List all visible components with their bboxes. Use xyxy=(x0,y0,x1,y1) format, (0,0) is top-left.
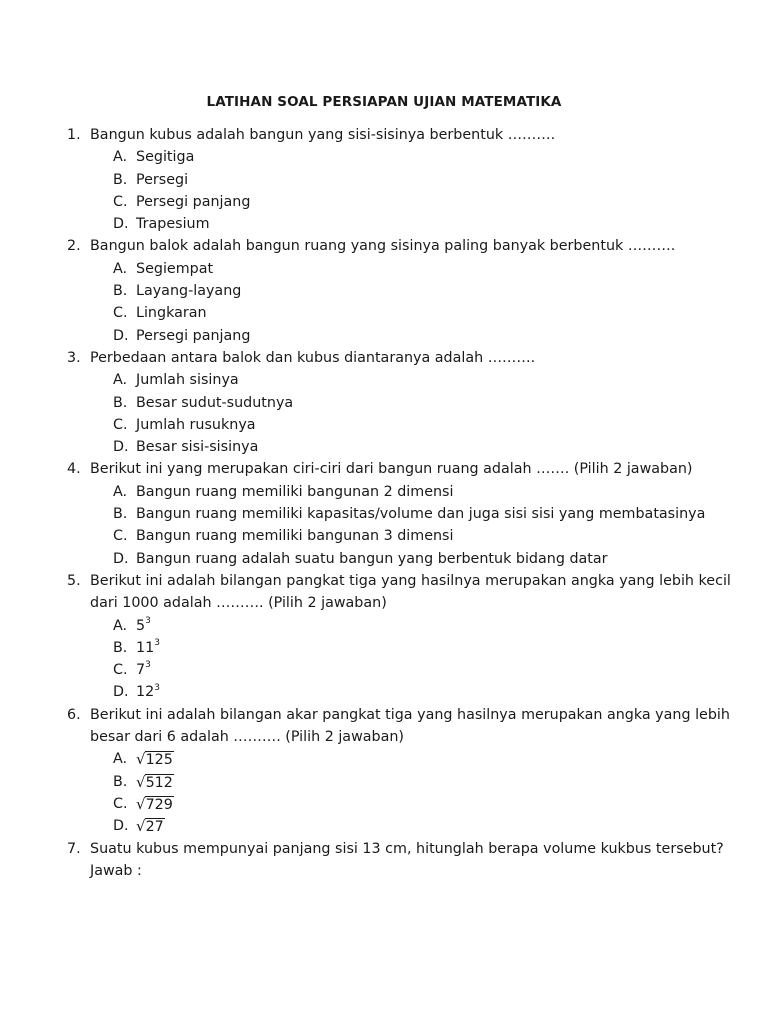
option-letter: D. xyxy=(113,327,129,344)
question-line xyxy=(0,458,768,480)
question-text: Suatu kubus mempunyai panjang sisi 13 cm, hitunglah berapa volume kukbus tersebut? xyxy=(90,840,724,857)
question-item xyxy=(0,235,768,346)
question-item xyxy=(0,838,768,883)
power-exponent: 3 xyxy=(145,615,151,626)
option-letter: A. xyxy=(113,751,128,768)
option-letter: B. xyxy=(113,171,128,188)
square-root xyxy=(136,748,174,771)
answer-option xyxy=(0,369,768,391)
question-text: Perbedaan antara balok dan kubus diantaranya adalah ………. xyxy=(90,349,536,366)
radicand: 27 xyxy=(145,819,164,836)
option-letter: B. xyxy=(113,394,128,411)
option-text: Layang-layang xyxy=(136,283,242,300)
option-text: Besar sisi-sisinya xyxy=(136,439,259,456)
question-item xyxy=(0,458,768,569)
option-text xyxy=(136,615,151,637)
option-letter: A. xyxy=(113,483,128,500)
answer-option xyxy=(0,325,768,347)
option-letter: C. xyxy=(113,305,128,322)
answer-option xyxy=(0,280,768,302)
option-letter: C. xyxy=(113,416,128,433)
option-text: Jumlah sisinya xyxy=(136,372,239,389)
option-letter: C. xyxy=(113,795,128,812)
answer-option xyxy=(0,659,768,681)
answer-option xyxy=(0,213,768,235)
option-letter: B. xyxy=(113,773,128,790)
power-exponent: 3 xyxy=(145,660,151,671)
option-letter: C. xyxy=(113,662,128,679)
question-number: 2. xyxy=(67,238,81,255)
option-letter: A. xyxy=(113,617,128,634)
question-number: 6. xyxy=(67,706,81,723)
option-text xyxy=(136,748,174,771)
radicand: 729 xyxy=(145,796,173,813)
option-letter: C. xyxy=(113,193,128,210)
option-text xyxy=(136,815,165,838)
square-root xyxy=(136,771,174,794)
question-item xyxy=(0,570,768,704)
option-letter: D. xyxy=(113,439,129,456)
option-letter: C. xyxy=(113,528,128,545)
question-list xyxy=(0,124,768,882)
question-text: Jawab : xyxy=(90,862,142,879)
power-base: 7 xyxy=(136,662,146,679)
question-text: besar dari 6 adalah ………. (Pilih 2 jawaban) xyxy=(90,729,405,746)
question-text: Berikut ini adalah bilangan akar pangkat tiga yang hasilnya merupakan angka yang lebih xyxy=(90,706,730,723)
answer-option xyxy=(0,793,768,815)
answer-option xyxy=(0,191,768,213)
radical-sign-icon: √ xyxy=(136,772,146,791)
option-letter: D. xyxy=(113,216,129,233)
radical-sign-icon: √ xyxy=(136,794,146,813)
option-text xyxy=(136,793,174,816)
answer-option xyxy=(0,748,768,770)
option-text: Besar sudut-sudutnya xyxy=(136,394,294,411)
option-letter: A. xyxy=(113,372,128,389)
radicand: 512 xyxy=(145,774,173,791)
radical-sign-icon: √ xyxy=(136,750,146,769)
radical-sign-icon: √ xyxy=(136,817,146,836)
square-root xyxy=(136,793,174,816)
option-text xyxy=(136,659,151,681)
option-text: Persegi panjang xyxy=(136,327,251,344)
question-number: 7. xyxy=(67,840,81,857)
answer-option xyxy=(0,392,768,414)
question-text: dari 1000 adalah ………. (Pilih 2 jawaban) xyxy=(90,595,387,612)
option-text xyxy=(136,681,160,703)
option-text: Persegi panjang xyxy=(136,193,251,210)
option-text: Lingkaran xyxy=(136,305,207,322)
question-line xyxy=(0,838,768,860)
option-letter: A. xyxy=(113,260,128,277)
power-exponent: 3 xyxy=(154,682,160,693)
question-number: 1. xyxy=(67,127,81,143)
option-letter: B. xyxy=(113,506,128,523)
option-text: Segiempat xyxy=(136,260,214,277)
option-text: Trapesium xyxy=(136,216,210,233)
answer-option xyxy=(0,525,768,547)
answer-option xyxy=(0,503,768,525)
question-number: 5. xyxy=(67,572,81,589)
question-line-continued xyxy=(0,726,768,748)
answer-option xyxy=(0,146,768,168)
option-text: Persegi xyxy=(136,171,189,188)
question-number: 4. xyxy=(67,461,81,478)
answer-option xyxy=(0,681,768,703)
option-text xyxy=(136,771,174,794)
answer-option xyxy=(0,258,768,280)
question-line xyxy=(0,235,768,257)
answer-option xyxy=(0,302,768,324)
question-item xyxy=(0,124,768,235)
option-letter: B. xyxy=(113,283,128,300)
option-letter: B. xyxy=(113,639,128,656)
answer-option xyxy=(0,637,768,659)
power-base: 12 xyxy=(136,684,155,701)
question-text: Bangun balok adalah bangun ruang yang sisinya paling banyak berbentuk ………. xyxy=(90,238,676,255)
square-root xyxy=(136,815,165,838)
question-text: Bangun kubus adalah bangun yang sisi-sisinya berbentuk ………. xyxy=(90,127,556,143)
option-text: Bangun ruang memiliki kapasitas/volume dan juga sisi sisi yang membatasinya xyxy=(136,506,706,523)
option-letter: D. xyxy=(113,818,129,835)
option-text: Bangun ruang memiliki bangunan 2 dimensi xyxy=(136,483,454,500)
option-text: Bangun ruang adalah suatu bangun yang berbentuk bidang datar xyxy=(136,550,608,567)
question-line-continued xyxy=(0,592,768,614)
answer-option xyxy=(0,436,768,458)
question-line xyxy=(0,704,768,726)
power-exponent: 3 xyxy=(154,638,160,649)
question-line xyxy=(0,124,768,146)
option-text: Segitiga xyxy=(136,149,195,166)
option-letter: D. xyxy=(113,684,129,701)
question-line xyxy=(0,347,768,369)
radicand: 125 xyxy=(145,752,173,769)
page-title: LATIHAN SOAL PERSIAPAN UJIAN MATEMATIKA xyxy=(206,94,562,110)
power-base: 5 xyxy=(136,617,146,634)
option-text xyxy=(136,637,160,659)
option-letter: D. xyxy=(113,550,129,567)
option-letter: A. xyxy=(113,149,128,166)
answer-option xyxy=(0,414,768,436)
option-text: Jumlah rusuknya xyxy=(136,416,256,433)
option-text: Bangun ruang memiliki bangunan 3 dimensi xyxy=(136,528,454,545)
question-text: Berikut ini yang merupakan ciri-ciri dari bangun ruang adalah ……. (Pilih 2 jawaban) xyxy=(90,461,693,478)
power-base: 11 xyxy=(136,639,155,656)
answer-option xyxy=(0,615,768,637)
question-item xyxy=(0,347,768,458)
question-text: Berikut ini adalah bilangan pangkat tiga yang hasilnya merupakan angka yang lebih kecil xyxy=(90,572,731,589)
question-item xyxy=(0,704,768,838)
answer-option xyxy=(0,481,768,503)
answer-option xyxy=(0,169,768,191)
answer-option xyxy=(0,815,768,837)
question-number: 3. xyxy=(67,349,81,366)
answer-option xyxy=(0,771,768,793)
question-line xyxy=(0,570,768,592)
question-line-continued xyxy=(0,860,768,882)
answer-option xyxy=(0,548,768,570)
